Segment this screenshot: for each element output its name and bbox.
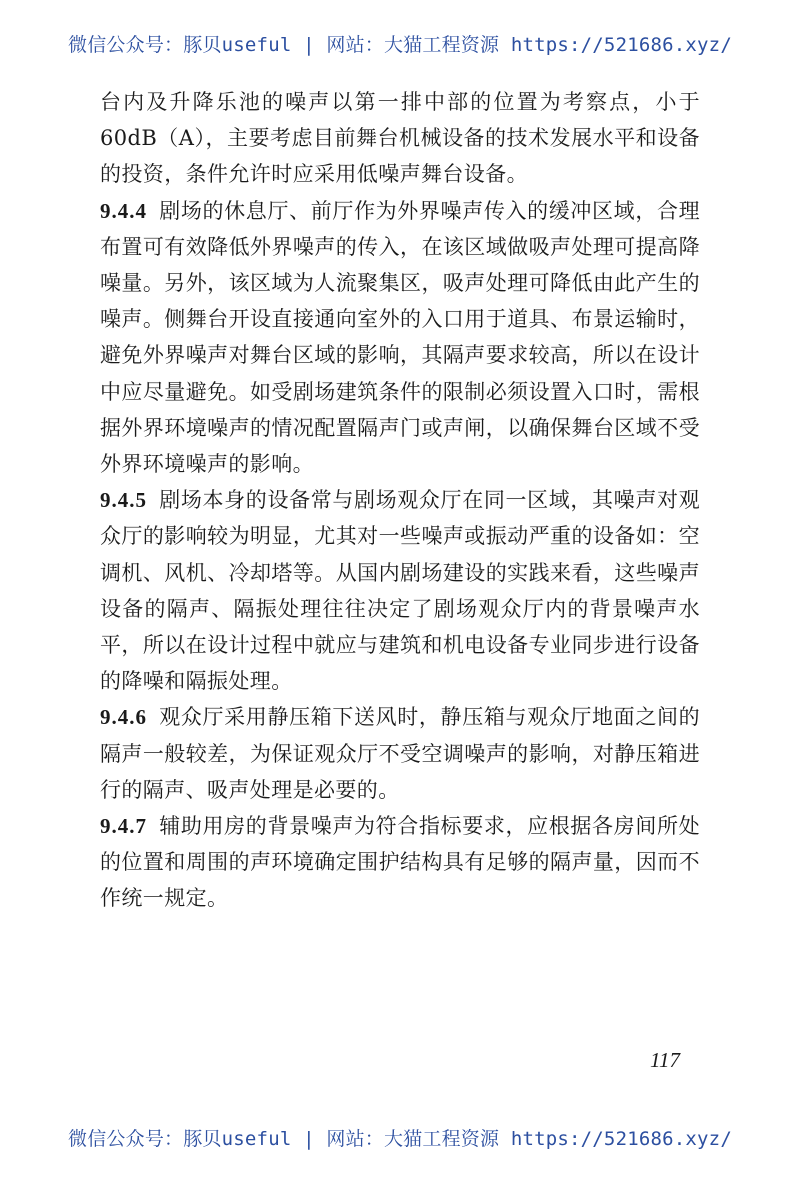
watermark-bottom: 微信公众号：豚贝useful | 网站：大猫工程资源 https://521686.xyz/ [68,1128,732,1150]
clause-number: 9.4.4 [100,198,147,223]
watermark-top: 微信公众号：豚贝useful | 网站：大猫工程资源 https://521686.xyz/ [68,34,732,56]
clause-number: 9.4.5 [100,488,147,513]
clause-text: 辅助用房的背景噪声为符合指标要求，应根据各房间所处的位置和周围的声环境确定围护结构具有足够的隔声量，因而不作统一规定。 [100,814,700,911]
clause-text: 剧场本身的设备常与剧场观众厅在同一区域，其噪声对观众厅的影响较为明显，尤其对一些噪声或振动严重的设备如：空调机、风机、冷却塔等。从国内剧场建设的实践来看，这些噪声设备的隔声、隔振处理往往决定了剧场观众厅内的背景噪声水平，所以在设计过程中就应与建筑和机电设备专业同步进行设备的降噪和隔振处理。 [100,488,700,694]
clause-number: 9.4.6 [100,705,147,730]
clause-9-4-5 [100,482,700,699]
clause-9-4-4 [100,193,700,483]
clause-9-4-6 [100,699,700,808]
clause-text: 观众厅采用静压箱下送风时，静压箱与观众厅地面之间的隔声一般较差，为保证观众厅不受空调噪声的影响，对静压箱进行的隔声、吸声处理是必要的。 [100,705,700,802]
paragraph-text: 台内及升降乐池的噪声以第一排中部的位置为考察点，小于60dB（A），主要考虑目前舞台机械设备的技术发展水平和设备的投资，条件允许时应采用低噪声舞台设备。 [100,90,700,187]
clause-9-4-7 [100,808,700,917]
paragraph-continuation [100,84,700,193]
page-body [100,84,700,917]
clause-text: 剧场的休息厅、前厅作为外界噪声传入的缓冲区域，合理布置可有效降低外界噪声的传入，在该区域做吸声处理可提高降噪量。另外，该区域为人流聚集区，吸声处理可降低由此产生的噪声。侧舞台开设直接通向室外的入口用于道具、布景运输时，避免外界噪声对舞台区域的影响，其隔声要求较高，所以在设计中应尽量避免。如受剧场建筑条件的限制必须设置入口时，需根据外界环境噪声的情况配置隔声门或声闸，以确保舞台区域不受外界环境噪声的影响。 [100,198,700,477]
page-number: 117 [650,1048,680,1072]
clause-number: 9.4.7 [100,814,147,839]
